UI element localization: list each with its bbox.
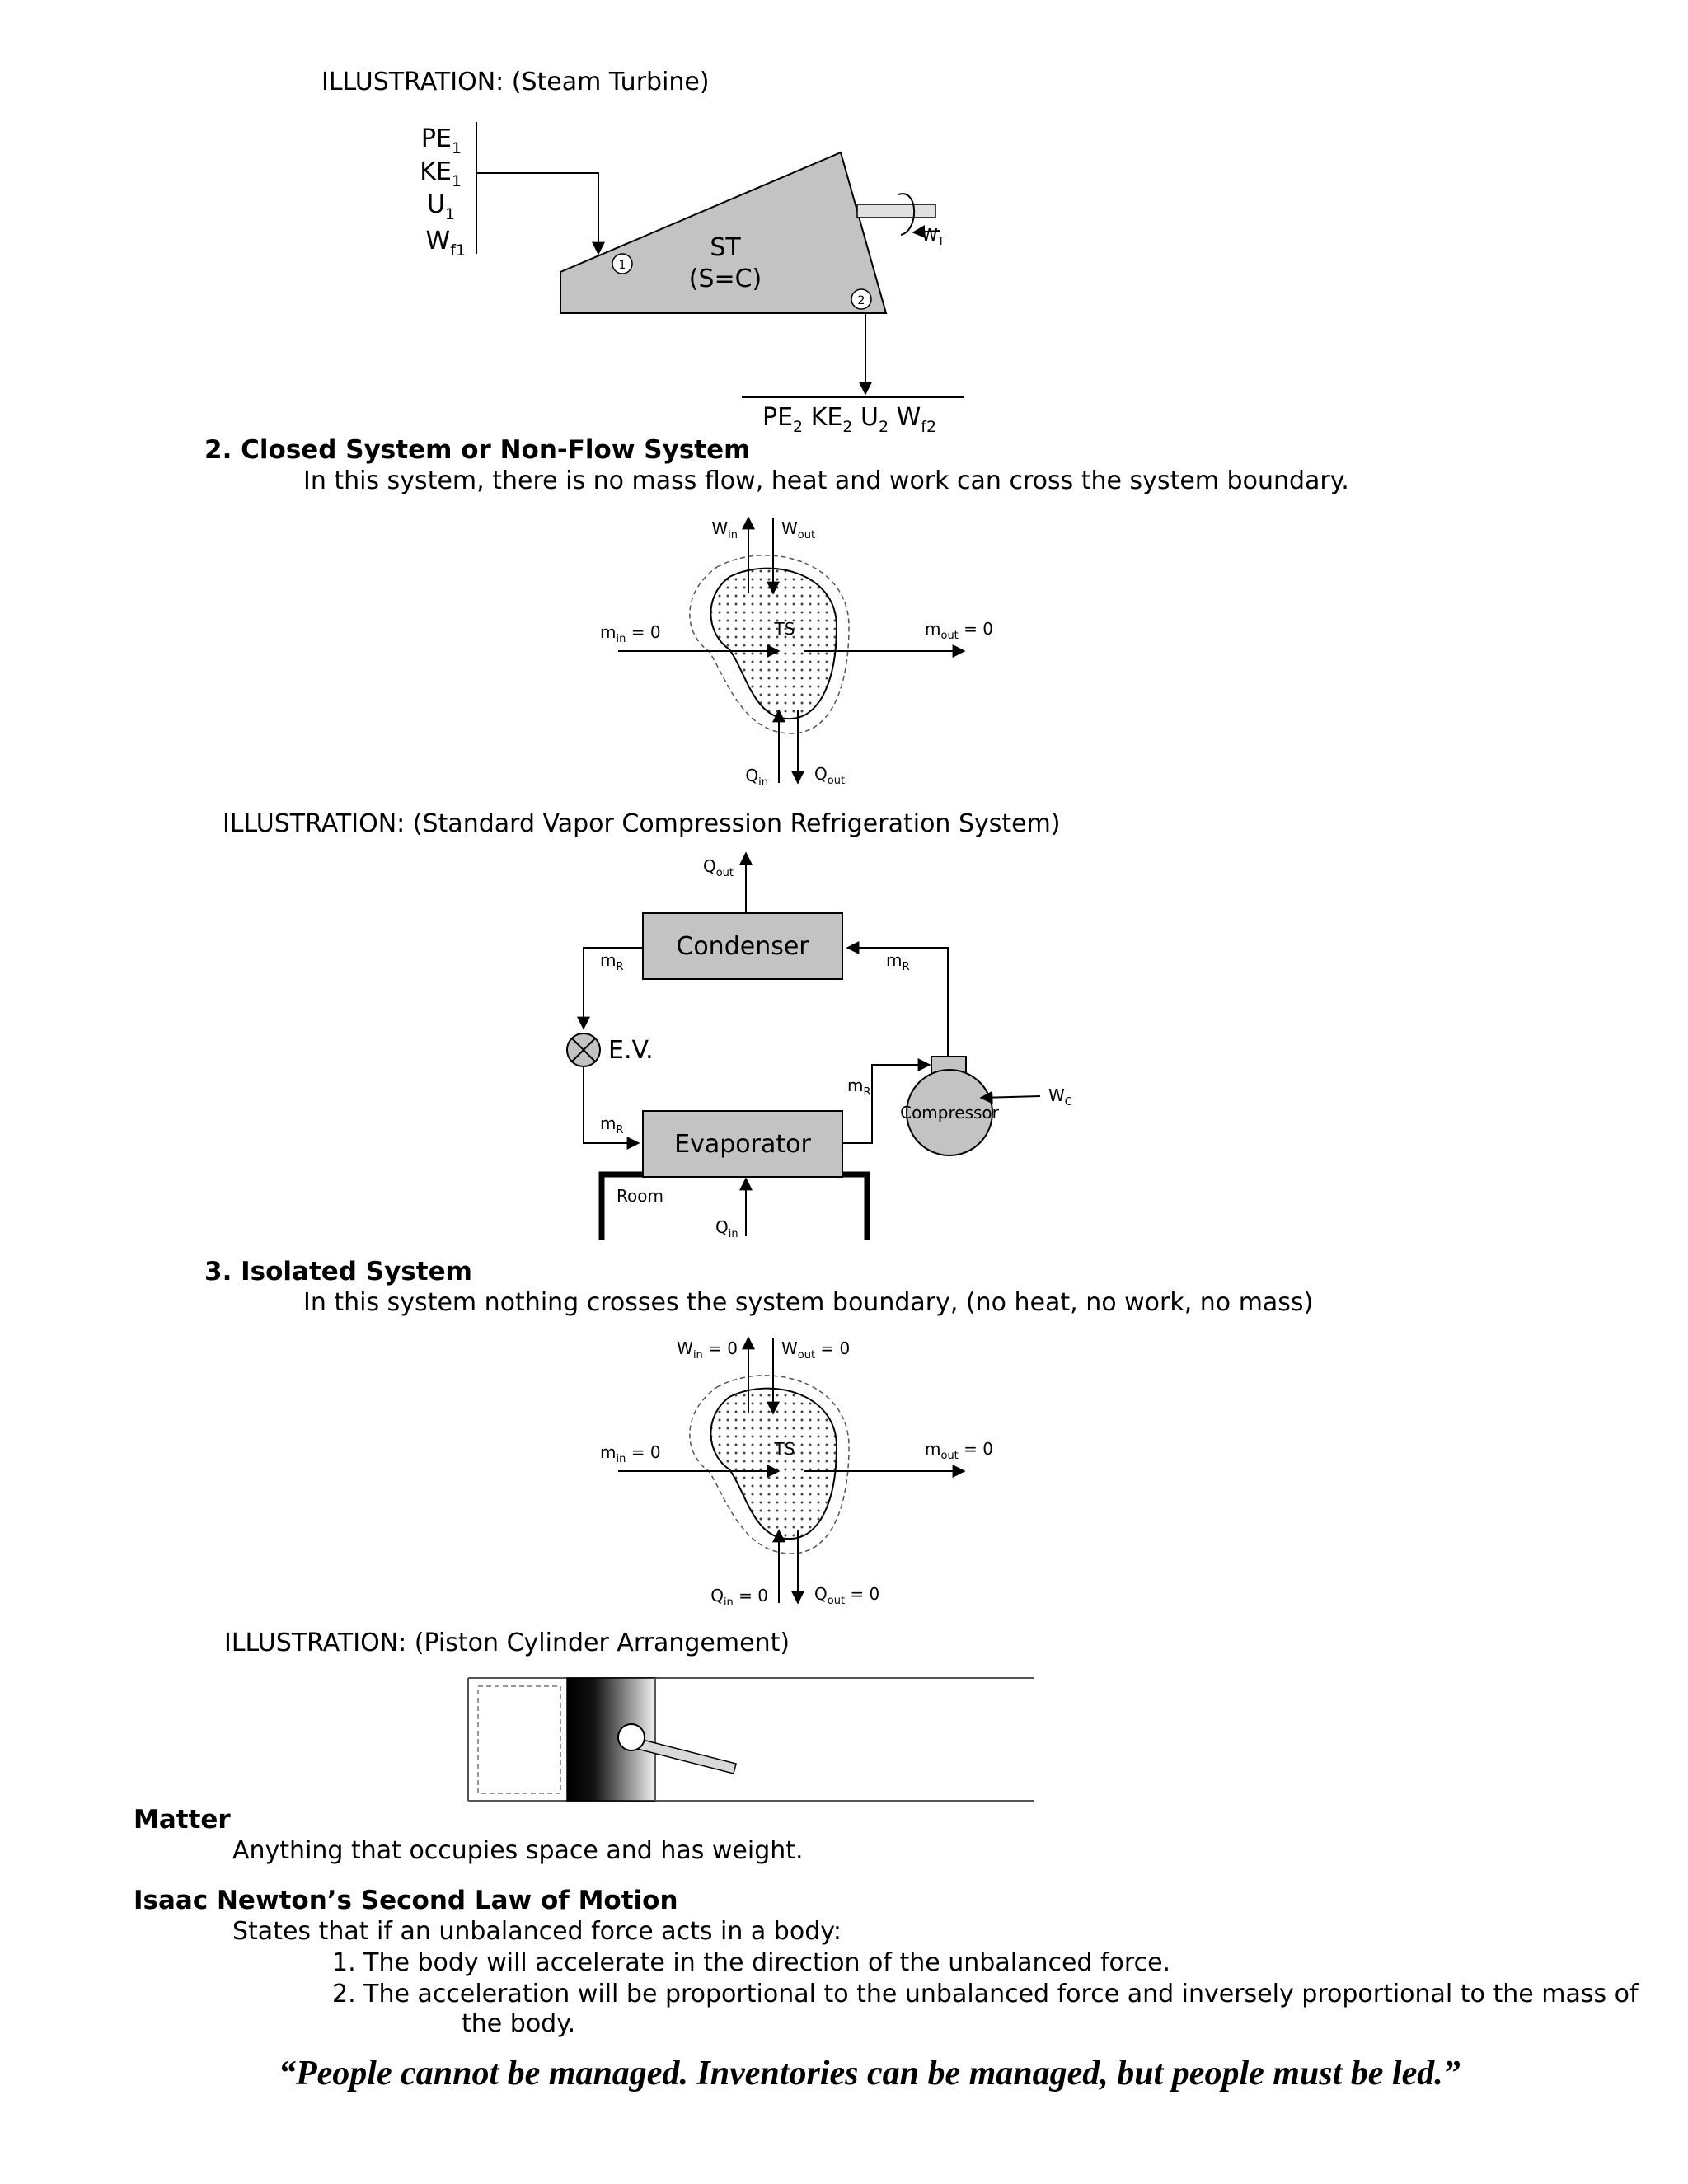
isolated-m-out-label: $m_{out} = 0$ [925, 1439, 993, 1462]
matter-description: Anything that occupies space and has weight. [232, 1836, 804, 1865]
closed-m-out-label: $m_{out} = 0$ [925, 619, 993, 642]
closed-q-in-label: $Q_{in}$ [745, 766, 768, 789]
closed-w-out-label: $W_{out}$ [781, 518, 816, 541]
expansion-valve-label: E.V. [608, 1036, 654, 1065]
condenser-label: Condenser [676, 932, 809, 961]
inlet-wf-label: $W_{f1}$ [425, 227, 466, 260]
refrig-mr-bottom-left-label: $m_R$ [600, 1113, 624, 1137]
turbine-label-st: ST [710, 233, 741, 262]
room-label: Room [617, 1186, 663, 1206]
isolated-w-out-label: $W_{out} = 0$ [781, 1338, 851, 1361]
turbine-label-sc: (S=C) [688, 265, 762, 293]
newton-heading: Isaac Newton’s Second Law of Motion [134, 1886, 678, 1915]
outlet-labels: $PE_2$ $KE_2$ $U_2$ $W_{f2}$ [762, 403, 937, 436]
wrist-pin [618, 1724, 645, 1750]
refrig-mr-middle-label: $m_R$ [847, 1076, 871, 1099]
matter-heading: Matter [134, 1805, 231, 1835]
closed-m-in-label: $m_{in} = 0$ [600, 622, 661, 645]
closed-w-in-label: $W_{in}$ [711, 518, 738, 541]
isolated-system-heading: 3. Isolated System [204, 1257, 472, 1286]
closed-system-heading: 2. Closed System or Non-Flow System [204, 435, 751, 465]
inlet-u-label: $U_1$ [426, 190, 455, 223]
illustration-refrigeration-title: ILLUSTRATION: (Standard Vapor Compression Refrigeration System) [223, 809, 1061, 838]
refrig-q-out-label: $Q_{out}$ [702, 856, 734, 879]
refrig-mr-right-label: $m_R$ [886, 950, 910, 973]
refrig-q-in-label: $Q_{in}$ [715, 1217, 738, 1240]
isolated-system-description: In this system nothing crosses the system boundary, (no heat, no work, no mass) [303, 1288, 1314, 1317]
illustration-steam-turbine-title: ILLUSTRATION: (Steam Turbine) [321, 68, 710, 96]
compressor-work-label: $W_C$ [1048, 1085, 1072, 1108]
newton-item-1: 1. The body will accelerate in the direction of the unbalanced force. [332, 1948, 1171, 1977]
isolated-w-in-label: $W_{in} = 0$ [677, 1338, 738, 1361]
port-2-label: 2 [857, 294, 865, 307]
closed-ts-label: TS [774, 619, 795, 639]
compressor-label: Compressor [900, 1103, 999, 1122]
cylinder-clearance-volume [478, 1686, 560, 1793]
isolated-ts-label: TS [774, 1439, 795, 1459]
illustration-piston-title: ILLUSTRATION: (Piston Cylinder Arrangement) [224, 1629, 790, 1657]
newton-intro: States that if an unbalanced force acts in a body: [232, 1917, 842, 1946]
newton-item-2-continued: the body. [462, 2009, 576, 2038]
inlet-ke-label: $KE_1$ [420, 157, 462, 190]
closed-system-description: In this system, there is no mass flow, heat and work can cross the system boundary. [303, 466, 1349, 495]
closed-q-out-label: $Q_{out}$ [814, 764, 846, 787]
newton-item-2: 2. The acceleration will be proportional to the unbalanced force and inversely proportional to the mass of [332, 1980, 1639, 2008]
port-1-label: 1 [618, 259, 626, 272]
footer-quote: “People cannot be managed. Inventories can be managed, but people must be led.” [279, 2055, 1461, 2093]
turbine-work-label: $W_T$ [921, 225, 945, 248]
inlet-pe-label: $PE_1$ [420, 124, 462, 157]
evaporator-label: Evaporator [674, 1130, 811, 1159]
refrig-mr-top-left-label: $m_R$ [600, 950, 624, 973]
isolated-m-in-label: $m_{in} = 0$ [600, 1442, 661, 1465]
isolated-q-out-label: $Q_{out} = 0$ [814, 1584, 880, 1607]
isolated-q-in-label: $Q_{in} = 0$ [710, 1586, 768, 1609]
